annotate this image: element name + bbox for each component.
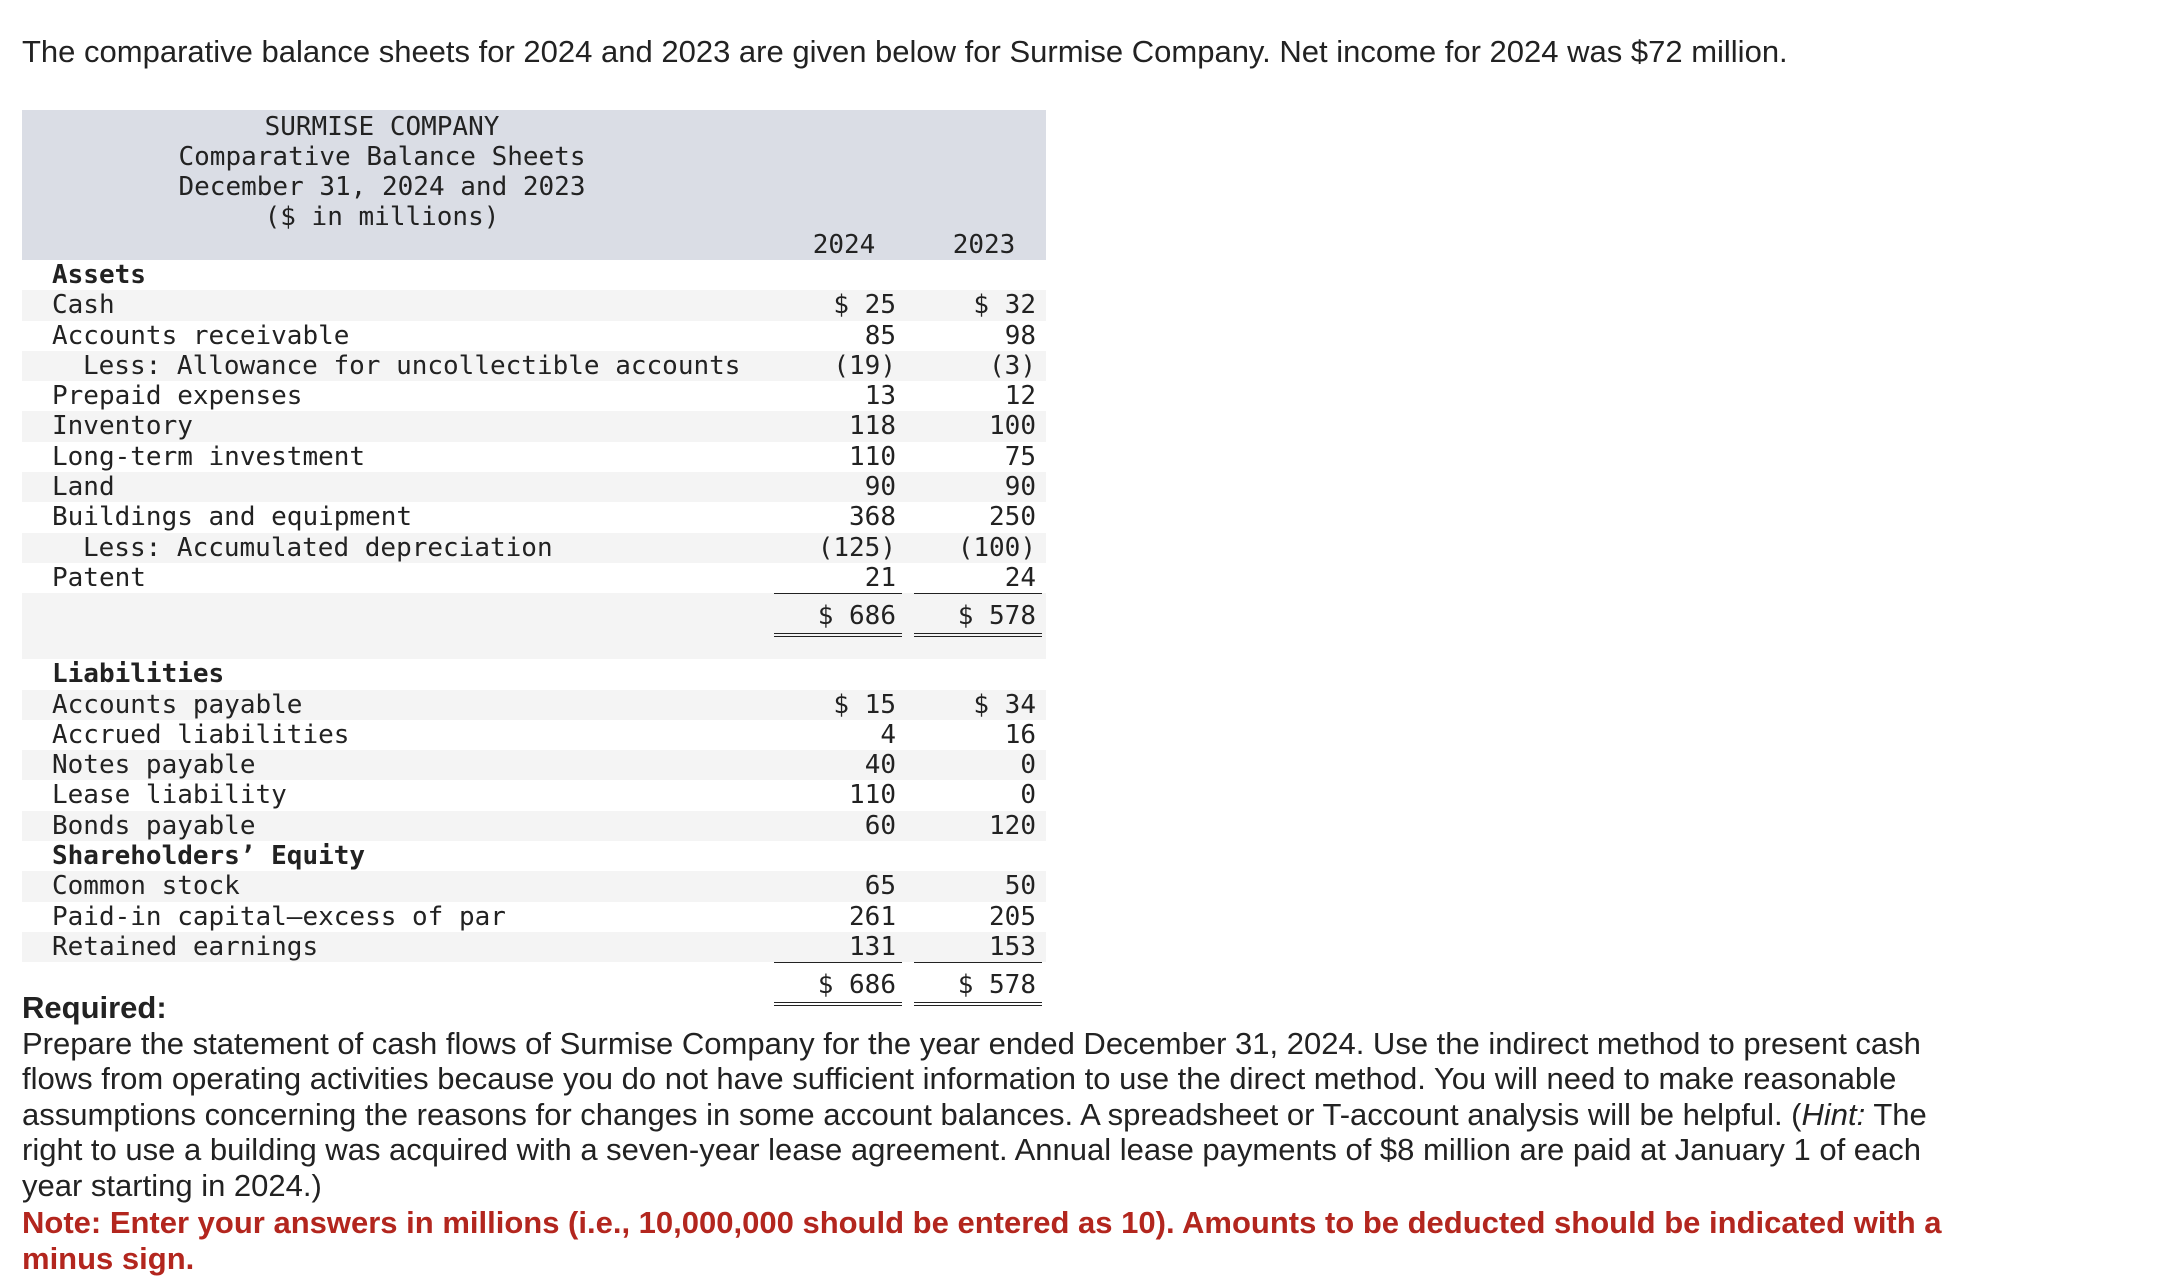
value-2024: 90 [864, 472, 896, 503]
required-heading: Required: [22, 990, 167, 1025]
value-2024: 85 [864, 320, 896, 351]
row-label: Less: Accumulated depreciation [83, 532, 553, 563]
table-titles [22, 112, 742, 232]
value-2024: 110 [849, 441, 896, 472]
column-header-2023: 2023 [952, 230, 1016, 260]
table-row [22, 472, 1046, 502]
total-liabilities-equity-2024: $ 686 [774, 962, 902, 1006]
value-2024: (19) [833, 350, 896, 381]
value-2023: 24 [1004, 562, 1036, 593]
value-2024: 60 [864, 810, 896, 841]
row-label: Patent [52, 562, 146, 593]
row-label: Land [52, 472, 115, 503]
value-2024: 4 [880, 719, 896, 750]
table-row [22, 290, 1046, 320]
value-2024: 65 [864, 871, 896, 902]
table-row [22, 351, 1046, 381]
value-2024: 21 [864, 562, 896, 593]
row-label: Retained earnings [52, 931, 319, 962]
table-row [22, 720, 1046, 750]
total-liabilities-equity-2023: $ 578 [914, 962, 1042, 1006]
balance-sheet-table [22, 110, 1046, 1006]
row-label: Common stock [52, 871, 240, 902]
statement-date: December 31, 2024 and 2023 [178, 172, 586, 202]
assets-heading: Assets [52, 260, 146, 290]
entry-note: Note: Enter your answers in millions (i.e., 10,000,000 should be entered as 10). Amounts to be deducted should be indicated with a minus sign. [22, 1205, 1942, 1276]
intro-text: The comparative balance sheets for 2024 and 2023 are given below for Surmise Company. Net income for 2024 was $72 million. [22, 34, 1788, 69]
hint-text: The right to use a building was acquired with a seven-year lease agreement. Annual lease payments of $8 million are paid at January 1 of each year starting in 2024.) [22, 1096, 1927, 1203]
value-2024: 110 [849, 780, 896, 811]
required-text: Prepare the statement of cash flows of Surmise Company for the year ended December 31, 2024. Use the indirect method to present cash flows from operating activities because you do not have sufficient information to use the direct method. You will need to make reasonable assumptions concerning the reasons for changes in some account balances. A spreadsheet or T-account analysis will be helpful. ( [22, 1025, 1921, 1132]
value-2023: 153 [989, 931, 1036, 962]
table-row [22, 811, 1046, 841]
table-row [22, 750, 1046, 780]
row-label: Accounts payable [52, 689, 303, 720]
value-2024: 118 [849, 411, 896, 442]
value-2024: 13 [864, 381, 896, 412]
table-row [22, 780, 1046, 810]
row-label: Prepaid expenses [52, 381, 303, 412]
value-2023: (100) [957, 532, 1036, 563]
table-row [22, 502, 1046, 532]
value-2024: 131 [849, 931, 896, 962]
row-label: Bonds payable [52, 810, 256, 841]
value-2024: 261 [849, 901, 896, 932]
table-row [22, 902, 1046, 932]
value-2024: (125) [817, 532, 896, 563]
value-2024: $ 15 [833, 689, 896, 720]
table-row [22, 533, 1046, 563]
table-header [22, 110, 1046, 260]
row-label: Cash [52, 290, 115, 321]
equity-heading-row [22, 841, 1046, 871]
statement-units: ($ in millions) [264, 202, 500, 232]
value-2023: 98 [1004, 320, 1036, 351]
value-2023: (3) [989, 350, 1036, 381]
required-section [22, 990, 1982, 1204]
value-2023: 0 [1020, 750, 1036, 781]
value-2023: 120 [989, 810, 1036, 841]
table-row [22, 932, 1046, 962]
column-header-2024: 2024 [812, 230, 876, 260]
value-2023: $ 34 [973, 689, 1036, 720]
row-label: Inventory [52, 411, 193, 442]
liabilities-heading-row [22, 659, 1046, 689]
total-assets-2024: $ 686 [774, 593, 902, 637]
row-label: Lease liability [52, 780, 287, 811]
total-assets-2023: $ 578 [914, 593, 1042, 637]
value-2023: $ 32 [973, 290, 1036, 321]
row-label: Accounts receivable [52, 320, 350, 351]
table-row [22, 563, 1046, 593]
row-label: Paid-in capital—excess of par [52, 901, 506, 932]
row-label: Buildings and equipment [52, 502, 413, 533]
equity-heading: Shareholders’ Equity [52, 841, 366, 872]
value-2024: 40 [864, 750, 896, 781]
table-row [22, 321, 1046, 351]
table-row [22, 871, 1046, 901]
company-name: SURMISE COMPANY [264, 112, 500, 142]
table-row [22, 442, 1046, 472]
value-2023: 75 [1004, 441, 1036, 472]
spacer-row [22, 637, 1046, 659]
table-row [22, 690, 1046, 720]
row-label: Notes payable [52, 750, 256, 781]
row-label: Long-term investment [52, 441, 366, 472]
liabilities-heading: Liabilities [52, 659, 225, 690]
value-2023: 12 [1004, 381, 1036, 412]
row-label: Accrued liabilities [52, 719, 350, 750]
value-2023: 100 [989, 411, 1036, 442]
table-row [22, 381, 1046, 411]
value-2023: 250 [989, 502, 1036, 533]
assets-total-row [22, 593, 1046, 637]
row-label: Less: Allowance for uncollectible accounts [83, 350, 741, 381]
value-2023: 0 [1020, 780, 1036, 811]
value-2023: 16 [1004, 719, 1036, 750]
table-row [22, 411, 1046, 441]
assets-heading-row [22, 260, 1046, 290]
value-2023: 90 [1004, 472, 1036, 503]
statement-title: Comparative Balance Sheets [178, 142, 586, 172]
value-2023: 205 [989, 901, 1036, 932]
value-2024: 368 [849, 502, 896, 533]
value-2023: 50 [1004, 871, 1036, 902]
hint-label: Hint: [1801, 1096, 1866, 1132]
value-2024: $ 25 [833, 290, 896, 321]
